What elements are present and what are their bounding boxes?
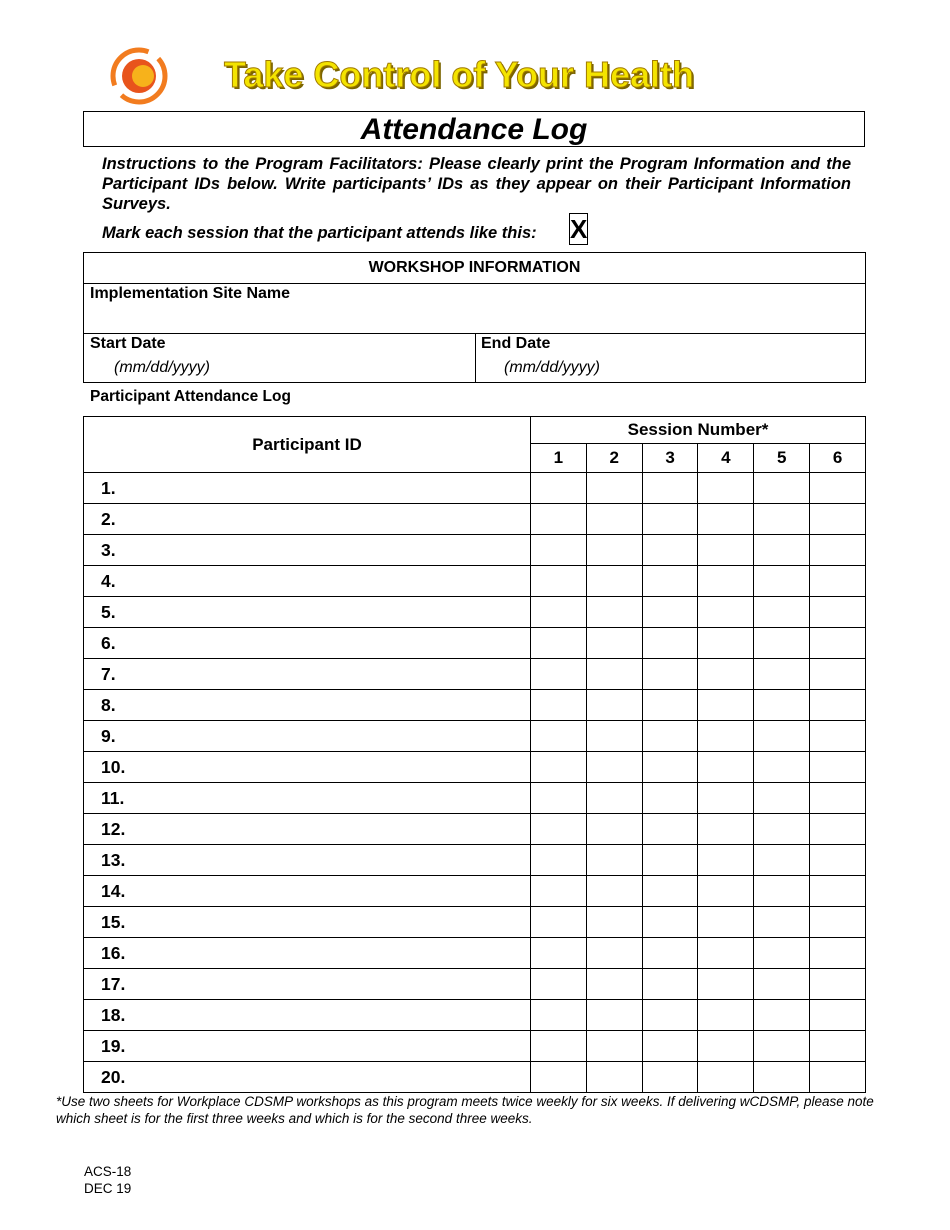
- participant-id-cell[interactable]: 10.: [84, 752, 531, 783]
- session-5-cell[interactable]: [754, 597, 810, 628]
- session-2-cell[interactable]: [586, 969, 642, 1000]
- session-1-cell[interactable]: [531, 969, 587, 1000]
- session-1-cell[interactable]: [531, 752, 587, 783]
- session-4-cell[interactable]: [698, 659, 754, 690]
- session-6-cell[interactable]: [810, 969, 866, 1000]
- session-4-cell[interactable]: [698, 1000, 754, 1031]
- session-6-cell[interactable]: [810, 566, 866, 597]
- table-row: [84, 845, 866, 876]
- instructions: Instructions to the Program Facilitators: Please clearly print the Program Information and the Participant IDs below. Write participants’ IDs as they appear on their Participant Information Surveys.: [102, 155, 851, 213]
- participant-id-cell[interactable]: 9.: [84, 721, 531, 752]
- session-3-cell[interactable]: [642, 1031, 698, 1062]
- table-row: [84, 969, 866, 1000]
- session-2-cell[interactable]: [586, 752, 642, 783]
- site-name-label: Implementation Site Name: [90, 285, 291, 302]
- table-row: [84, 1062, 866, 1093]
- participant-id-cell[interactable]: 13.: [84, 845, 531, 876]
- session-6-cell[interactable]: [810, 659, 866, 690]
- session-2-cell[interactable]: [586, 938, 642, 969]
- attendance-table: [83, 416, 866, 1093]
- session-6-cell[interactable]: [810, 473, 866, 504]
- participant-id-cell[interactable]: 20.: [84, 1062, 531, 1093]
- session-3-cell[interactable]: [642, 659, 698, 690]
- session-5-cell[interactable]: [754, 845, 810, 876]
- session-4-cell[interactable]: [698, 1062, 754, 1093]
- table-row: [84, 690, 866, 721]
- session-1-cell[interactable]: [531, 690, 587, 721]
- session-1-cell[interactable]: [531, 845, 587, 876]
- session-1-cell[interactable]: [531, 1062, 587, 1093]
- table-row: [84, 473, 866, 504]
- session-2-cell[interactable]: [586, 814, 642, 845]
- session-1-cell[interactable]: [531, 876, 587, 907]
- table-row: [84, 504, 866, 535]
- session-6-cell[interactable]: [810, 845, 866, 876]
- session-1-cell[interactable]: [531, 473, 587, 504]
- session-6-cell[interactable]: [810, 628, 866, 659]
- session-2-cell[interactable]: [586, 783, 642, 814]
- participant-id-cell[interactable]: 19.: [84, 1031, 531, 1062]
- session-3-cell[interactable]: [642, 907, 698, 938]
- session-6-cell[interactable]: [810, 752, 866, 783]
- session-3-cell[interactable]: [642, 628, 698, 659]
- session-5-cell[interactable]: [754, 1062, 810, 1093]
- session-3-cell[interactable]: [642, 938, 698, 969]
- session-3-cell[interactable]: [642, 473, 698, 504]
- session-4-cell[interactable]: [698, 845, 754, 876]
- session-4-cell[interactable]: [698, 752, 754, 783]
- session-2-cell[interactable]: [586, 1031, 642, 1062]
- session-3-cell[interactable]: [642, 535, 698, 566]
- session-6-cell[interactable]: [810, 907, 866, 938]
- participant-id-cell[interactable]: 17.: [84, 969, 531, 1000]
- session-2-cell[interactable]: [586, 504, 642, 535]
- table-row: [84, 752, 866, 783]
- session-5-cell[interactable]: [754, 876, 810, 907]
- session-3-cell[interactable]: [642, 690, 698, 721]
- session-5-cell[interactable]: [754, 721, 810, 752]
- participant-id-cell[interactable]: 11.: [84, 783, 531, 814]
- session-6-cell[interactable]: [810, 783, 866, 814]
- session-3-cell[interactable]: [642, 814, 698, 845]
- session-4-cell[interactable]: [698, 907, 754, 938]
- participant-id-cell[interactable]: 2.: [84, 504, 531, 535]
- session-1-cell[interactable]: [531, 1031, 587, 1062]
- session-6-cell[interactable]: [810, 876, 866, 907]
- session-number-2: 2: [586, 444, 642, 473]
- start-date-label: Start Date: [90, 335, 166, 352]
- participant-id-cell[interactable]: 18.: [84, 1000, 531, 1031]
- participant-id-cell[interactable]: 1.: [84, 473, 531, 504]
- session-4-cell[interactable]: [698, 814, 754, 845]
- session-5-cell[interactable]: [754, 907, 810, 938]
- table-row: [84, 566, 866, 597]
- participant-id-cell[interactable]: 6.: [84, 628, 531, 659]
- table-row: [84, 597, 866, 628]
- session-3-cell[interactable]: [642, 1000, 698, 1031]
- session-5-cell[interactable]: [754, 814, 810, 845]
- form-id: ACS-18: [84, 1164, 132, 1179]
- table-row: [84, 721, 866, 752]
- participant-id-cell[interactable]: 12.: [84, 814, 531, 845]
- participant-id-cell[interactable]: 5.: [84, 597, 531, 628]
- session-6-cell[interactable]: [810, 690, 866, 721]
- form-code: [84, 1163, 131, 1197]
- session-6-cell[interactable]: [810, 1031, 866, 1062]
- session-5-cell[interactable]: [754, 566, 810, 597]
- session-5-cell[interactable]: [754, 504, 810, 535]
- session-6-cell[interactable]: [810, 535, 866, 566]
- session-4-cell[interactable]: [698, 783, 754, 814]
- session-2-cell[interactable]: [586, 690, 642, 721]
- mark-example-box: X: [570, 214, 588, 244]
- end-date-field[interactable]: (mm/dd/yyyy): [504, 359, 600, 376]
- session-1-cell[interactable]: [531, 659, 587, 690]
- session-4-cell[interactable]: [698, 1031, 754, 1062]
- session-4-cell[interactable]: [698, 504, 754, 535]
- session-number-5: 5: [754, 444, 810, 473]
- session-1-cell[interactable]: [531, 535, 587, 566]
- session-3-cell[interactable]: [642, 566, 698, 597]
- session-1-cell[interactable]: [531, 597, 587, 628]
- participant-id-cell[interactable]: 15.: [84, 907, 531, 938]
- footnote: *Use two sheets for Workplace CDSMP workshops as this program meets twice weekly for six weeks. If delivering wCDSMP, please note which sheet is for the first three weeks and which is for the second three weeks.: [56, 1094, 874, 1126]
- session-4-cell[interactable]: [698, 876, 754, 907]
- table-row: [84, 814, 866, 845]
- participant-id-cell[interactable]: 8.: [84, 690, 531, 721]
- session-4-cell[interactable]: [698, 690, 754, 721]
- session-6-cell[interactable]: [810, 504, 866, 535]
- page-title: Attendance Log: [83, 111, 865, 147]
- session-4-cell[interactable]: [698, 721, 754, 752]
- table-row: [84, 659, 866, 690]
- table-row: [84, 876, 866, 907]
- session-4-cell[interactable]: [698, 628, 754, 659]
- table-row: [84, 907, 866, 938]
- session-3-cell[interactable]: [642, 876, 698, 907]
- session-6-cell[interactable]: [810, 1062, 866, 1093]
- session-4-cell[interactable]: [698, 473, 754, 504]
- session-2-cell[interactable]: [586, 473, 642, 504]
- session-5-cell[interactable]: [754, 659, 810, 690]
- session-2-cell[interactable]: [586, 845, 642, 876]
- session-2-cell[interactable]: [586, 1000, 642, 1031]
- session-3-cell[interactable]: [642, 783, 698, 814]
- session-6-cell[interactable]: [810, 597, 866, 628]
- table-row: [84, 628, 866, 659]
- session-4-cell[interactable]: [698, 969, 754, 1000]
- session-6-cell[interactable]: [810, 721, 866, 752]
- session-3-cell[interactable]: [642, 504, 698, 535]
- session-4-cell[interactable]: [698, 535, 754, 566]
- session-1-cell[interactable]: [531, 814, 587, 845]
- session-number-1: 1: [531, 444, 587, 473]
- session-1-cell[interactable]: [531, 1000, 587, 1031]
- session-1-cell[interactable]: [531, 628, 587, 659]
- session-1-cell[interactable]: [531, 721, 587, 752]
- table-row: [84, 535, 866, 566]
- session-5-cell[interactable]: [754, 1000, 810, 1031]
- session-1-cell[interactable]: [531, 566, 587, 597]
- session-1-cell[interactable]: [531, 504, 587, 535]
- participant-id-cell[interactable]: 14.: [84, 876, 531, 907]
- session-5-cell[interactable]: [754, 938, 810, 969]
- session-1-cell[interactable]: [531, 938, 587, 969]
- form-date: DEC 19: [84, 1181, 132, 1196]
- session-2-cell[interactable]: [586, 876, 642, 907]
- participant-id-cell[interactable]: 4.: [84, 566, 531, 597]
- brand-title: Take Control of Your Health: [224, 54, 695, 95]
- end-date-label: End Date: [481, 335, 551, 352]
- session-3-cell[interactable]: [642, 845, 698, 876]
- session-4-cell[interactable]: [698, 938, 754, 969]
- session-5-cell[interactable]: [754, 628, 810, 659]
- session-2-cell[interactable]: [586, 597, 642, 628]
- session-5-cell[interactable]: [754, 969, 810, 1000]
- sun-swirl-logo-icon: [110, 46, 168, 106]
- session-2-cell[interactable]: [586, 659, 642, 690]
- session-6-cell[interactable]: [810, 1000, 866, 1031]
- session-5-cell[interactable]: [754, 690, 810, 721]
- session-6-cell[interactable]: [810, 938, 866, 969]
- session-3-cell[interactable]: [642, 597, 698, 628]
- session-5-cell[interactable]: [754, 752, 810, 783]
- session-4-cell[interactable]: [698, 566, 754, 597]
- start-date-field[interactable]: (mm/dd/yyyy): [114, 359, 210, 376]
- participant-id-cell[interactable]: 16.: [84, 938, 531, 969]
- table-row: [84, 1000, 866, 1031]
- workshop-information-box: [83, 252, 866, 383]
- session-2-cell[interactable]: [586, 628, 642, 659]
- session-6-cell[interactable]: [810, 814, 866, 845]
- session-2-cell[interactable]: [586, 721, 642, 752]
- session-3-cell[interactable]: [642, 969, 698, 1000]
- participant-id-cell[interactable]: 7.: [84, 659, 531, 690]
- session-2-cell[interactable]: [586, 535, 642, 566]
- table-row: [84, 783, 866, 814]
- session-2-cell[interactable]: [586, 566, 642, 597]
- session-3-cell[interactable]: [642, 752, 698, 783]
- session-2-cell[interactable]: [586, 1062, 642, 1093]
- session-2-cell[interactable]: [586, 907, 642, 938]
- session-number-3: 3: [642, 444, 698, 473]
- workshop-header: WORKSHOP INFORMATION: [84, 253, 865, 284]
- session-5-cell[interactable]: [754, 783, 810, 814]
- participant-id-cell[interactable]: 3.: [84, 535, 531, 566]
- table-row: [84, 938, 866, 969]
- session-number-6: 6: [810, 444, 866, 473]
- session-number-4: 4: [698, 444, 754, 473]
- session-5-cell[interactable]: [754, 535, 810, 566]
- divider: [475, 333, 476, 383]
- mark-instruction: Mark each session that the participant attends like this:: [102, 224, 537, 242]
- session-3-cell[interactable]: [642, 1062, 698, 1093]
- participant-id-header: Participant ID: [84, 417, 531, 473]
- session-5-cell[interactable]: [754, 473, 810, 504]
- session-5-cell[interactable]: [754, 1031, 810, 1062]
- session-1-cell[interactable]: [531, 783, 587, 814]
- session-1-cell[interactable]: [531, 907, 587, 938]
- session-4-cell[interactable]: [698, 597, 754, 628]
- session-number-header: Session Number*: [531, 417, 866, 444]
- attendance-log-label: Participant Attendance Log: [90, 388, 291, 405]
- table-row: [84, 1031, 866, 1062]
- session-3-cell[interactable]: [642, 721, 698, 752]
